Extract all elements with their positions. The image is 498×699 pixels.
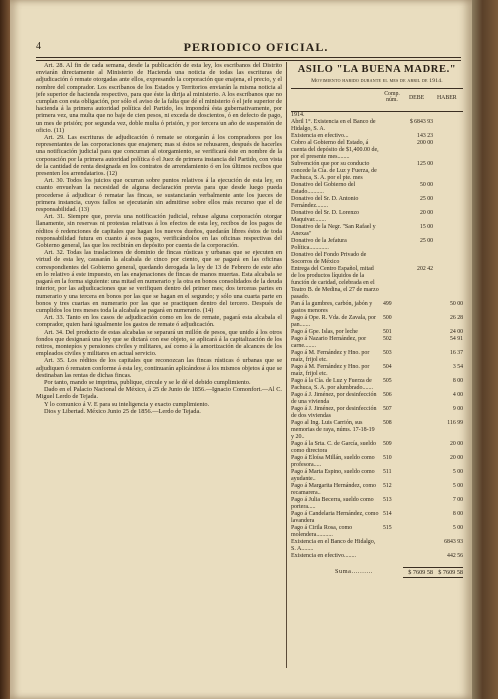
row-haber: 20 00 xyxy=(449,455,463,461)
row-haber: 24 00 xyxy=(449,329,463,335)
row-comp-number: 505 xyxy=(383,378,392,384)
account-table-header xyxy=(291,88,463,112)
book-page-edges xyxy=(472,0,498,699)
row-concept: Pago á Cirila Rosa, como molendera........... xyxy=(291,525,353,538)
table-row xyxy=(291,336,463,350)
row-concept: Pago á M. Fernández y Hno. por maíz, frijol etc. xyxy=(291,364,370,377)
table-row xyxy=(291,455,463,469)
closing-paragraph: Por tanto, mando se imprima, publique, circule y se le dé el debido cumplimiento. xyxy=(44,378,251,386)
table-row xyxy=(291,112,463,119)
table-row xyxy=(291,469,463,483)
row-concept: Pago á Nazario Hernández, por carne........ xyxy=(291,336,367,349)
row-debe: 202 42 xyxy=(417,266,433,272)
row-concept: Donativo del Gobierno del Estado........... xyxy=(291,182,356,195)
row-haber: 6843 93 xyxy=(444,539,463,545)
row-comp-number: 502 xyxy=(383,336,392,342)
signature-line: Dios y Libertad. México Junio 25 de 1856.—Lerdo de Tejada. xyxy=(44,407,201,415)
law-text-column xyxy=(36,62,282,674)
row-debe: $ 6843 93 xyxy=(409,119,433,125)
asilo-subtitle: Movimiento habido durante el mes de abril de 1914. xyxy=(311,78,443,84)
row-concept: Pago á M. Fernández y Hno. por maíz, frijol etc. xyxy=(291,350,370,363)
row-debe: 125 00 xyxy=(417,161,433,167)
row-comp-number: 499 xyxy=(383,301,392,307)
article-28: Art. 28. Al fin de cada semana, desde la publicación de esta ley, los escribanos del Distrito enviarán directamente al Ministerio de Hacienda una noticia de todas las escrituras de adjudicación ó remate otorgadas ante ellos, expresando la corporación que enajena, el precio, y el nombre del comprador. Los escribanos de los Estados y Territorios enviarán la misma noticia al jefe superior de hacienda respectivo, para que éste la dirija al ministerio. A los escribanos que no cumplan con esta obligación, por sólo el aviso de la falta que dé el ministerio ó el jefe superior de hacienda á la primera autoridad política del Partido, les impondrá ésta gubernativamente, por primera vez, una multa que no baje de cien pesos, ni exceda de doscientos, ó en defecto de pago, un mes de prisión; por segunda vez, doble multa ó prisión, y por tercera un año de suspensión de oficio. (11) xyxy=(36,62,282,134)
account-table-body xyxy=(291,112,463,560)
row-concept: Existencia en efectivo... xyxy=(291,133,349,139)
row-concept: Donativo de la Jefatura Política............. xyxy=(291,238,347,251)
table-row xyxy=(291,497,463,511)
row-comp-number: 500 xyxy=(383,315,392,321)
row-concept: Donativo del Fondo Privado de Socorros de México xyxy=(291,252,367,265)
row-comp-number: 512 xyxy=(383,483,392,489)
row-debe: 50 00 xyxy=(419,182,433,188)
row-comp-number: 510 xyxy=(383,455,392,461)
row-debe: 15 00 xyxy=(419,224,433,230)
row-haber: 16 37 xyxy=(449,350,463,356)
table-row xyxy=(291,420,463,441)
row-concept: Donativo de la Negr. "San Rafael y Anexas" xyxy=(291,224,376,237)
table-row xyxy=(291,252,463,266)
row-concept: Existencia en el Banco de Hidalgo, S. A........ xyxy=(291,539,376,552)
asilo-account-column xyxy=(291,62,463,674)
row-haber: 20 00 xyxy=(449,441,463,447)
col-haber-header: HABER xyxy=(437,95,457,101)
row-concept: Pago al Ing. Luis Carrión, sus memorias de raya, núms. 17-18-19 y 20.. xyxy=(291,420,375,440)
table-row xyxy=(291,133,463,140)
row-debe: 25 00 xyxy=(419,196,433,202)
table-row xyxy=(291,483,463,497)
row-haber: 50 00 xyxy=(449,301,463,307)
row-concept: Pago á Ope. R. Vda. de Zavala, por pan....... xyxy=(291,315,377,328)
total-debe: $ 7609 58 xyxy=(403,567,433,578)
article-35: Art. 35. Los réditos de los capitales que reconozcan las fincas rústicas ó urbanas que se adjudiquen ó rematen conforme á esta ley, continuarán aplicándose á los mismos objetos á que se destinaban las rentas de dichas fincas. xyxy=(36,357,282,379)
row-haber: 442 56 xyxy=(447,553,463,559)
article-31: Art. 31. Siempre que, previa una notificación judicial, rehuse alguna corporación otorgar llanamente, sin reservas ni protestas relativas á los efectos de esta ley, recibos de los pagos de réditos ó redenciones de capitales que hagan los nuevos dueños, quedarán libres éstos de toda responsabilidad futura en cuanto á esos pagos, verificándolos en las oficinas respectivas del Gobierno general, las que los recibirán en depósito por cuenta de la corporación. xyxy=(36,213,282,250)
row-concept: Pago á Eloísa Millán, sueldo como profesora..... xyxy=(291,455,375,468)
row-haber: 26 28 xyxy=(449,315,463,321)
table-row xyxy=(291,406,463,420)
row-comp-number: 501 xyxy=(383,329,392,335)
book-spine-left xyxy=(0,0,10,699)
row-debe: 200 00 xyxy=(417,140,433,146)
row-haber: 9 00 xyxy=(452,406,463,412)
communication-paragraph: Y lo comunico á V. E para su inteligencia y exacto cumplimiento. xyxy=(44,400,210,408)
asilo-title: ASILO "LA BUENA MADRE." xyxy=(297,64,457,75)
table-row xyxy=(291,525,463,539)
header-rule xyxy=(36,57,461,61)
row-concept: Pago á Candelaria Hernández, como lavandera xyxy=(291,511,379,524)
article-30: Art. 30. Todos los juicios que ocurran sobre puntos relativos á la ejecución de esta ley, en cuanto envuelvan la necesidad de alguna declaración previa para que desde luego pueda procederse á adjudicar ó rematar las fincas, se sustanciarán verbalmente ante los jueces de primera instancia, cuyos fallos se ejecutarán sin admitirse sobre ellos más recurso que el de responsabilidad. (13) xyxy=(36,177,282,214)
article-33: Art. 33. Tanto en los casos de adjudicación como en los de remate, pagará esta alcabala el comprador, quien hará igualmente los gastos de remate ó adjudicación. xyxy=(36,314,282,329)
row-haber: 3 54 xyxy=(452,364,463,370)
row-haber: 4 00 xyxy=(452,392,463,398)
row-comp-number: 506 xyxy=(383,392,392,398)
table-row xyxy=(291,553,463,560)
table-row xyxy=(291,539,463,553)
row-comp-number: 514 xyxy=(383,511,392,517)
article-32: Art. 32. Todas las traslaciones de dominio de fincas rústicas y urbanas que se ejecuten en virtud de esta ley, causarán la alcabala de cinco por ciento, que se pagará en las oficinas correspondientes del Gobierno general, quedando derogada la ley de 13 de Febrero de este año en lo relativo á este impuesto, en las enajenaciones de fincas de manos muertas. Esta alcabala se pagará en la forma siguiente: una mitad en numerario y la otra en bonos consolidados de la deuda interior, por las adjudicaciones que se verifiquen dentro del primer mes; dos terceras partes en numerario y una tercera en bonos por las que se hagan en el segundo; y sólo una cuarta parte en bonos y tres cuartas en numerario por las que se practiquen dentro del tercero. Después de cumplidos los tres meses toda la alcabala se pagará en numerario. (14) xyxy=(36,249,282,314)
row-comp-number: 509 xyxy=(383,441,392,447)
table-row xyxy=(291,182,463,196)
row-haber: 116 99 xyxy=(447,420,463,426)
row-comp-number: 511 xyxy=(383,469,392,475)
table-row xyxy=(291,378,463,392)
table-row xyxy=(291,441,463,455)
row-concept: Pago á Julia Becerra, sueldo como portera..... xyxy=(291,497,374,510)
row-concept: Donativo del Sr. D. Antonio Fernández........ xyxy=(291,196,359,209)
row-comp-number: 508 xyxy=(383,420,392,426)
table-row xyxy=(291,224,463,238)
row-comp-number: 515 xyxy=(383,525,392,531)
table-row xyxy=(291,329,463,336)
row-concept: Subvención que por su conducto concede la Cía. de Luz y Fuerza, de Pachuca, S. A. por el pte. mes xyxy=(291,161,377,181)
row-concept: Cobro al Gobierno del Estado, á cuenta del depósito de $1,400.00 de, por el presente mes........ xyxy=(291,140,379,160)
col-comp-header: Comp. núm. xyxy=(384,91,400,103)
table-row xyxy=(291,511,463,525)
table-row xyxy=(291,196,463,210)
table-row xyxy=(291,238,463,252)
row-comp-number: 503 xyxy=(383,350,392,356)
newspaper-title: PERIODICO OFICIAL. xyxy=(183,40,329,54)
row-concept: Abril 1°. Existencia en el Banco de Hidalgo, S. A. xyxy=(291,119,376,132)
row-concept: Pago á Marta Espino, sueldo como ayudante.. xyxy=(291,469,375,482)
table-row xyxy=(291,119,463,133)
article-29: Art. 29. Las escrituras de adjudicación ó remate se otorgarán á los compradores por los representantes de las corporaciones que enajenen; mas si éstos se rehusaren, después de hacerles una notificación judicial para que concurran al otorgamiento, se verificará éste en nombre de la corporación por la primera autoridad política ó el Juez de primera instancia del Partido, con vista de la cantidad de renta designada en los contratos de arrendamiento ó en los últimos recibos que presenten los arrendatarios. (12) xyxy=(36,134,282,178)
article-34: Art. 34. Del producto de estas alcabalas se separará un millón de pesos, que unido á los otros fondos que designará una ley que se dictará con ese objeto, se aplicará á la capitalización de los retiros, montepíos y pensiones civiles y militares, así como á la amortización de alcances de los empleados civiles y militares en actual servicio. xyxy=(36,328,282,358)
total-haber: $ 7609 58 xyxy=(433,567,463,578)
row-concept: Donativo del Sr. D. Lorenzo Maquivar........ xyxy=(291,210,359,223)
row-concept: Entrega del Centro Español, mitad de los productos líquidos de la función de caridad, celebrada en el Teatro B. de Medina, el 27 de marzo pasado. xyxy=(291,266,379,300)
row-debe: 143 23 xyxy=(417,133,433,139)
table-row xyxy=(291,161,463,182)
row-haber: 8 00 xyxy=(452,511,463,517)
row-concept: Pago á Gpe. Islas, por leche xyxy=(291,329,358,335)
table-row xyxy=(291,266,463,301)
row-haber: 5 00 xyxy=(452,525,463,531)
row-haber: 8 00 xyxy=(452,378,463,384)
table-row xyxy=(291,364,463,378)
row-comp-number: 507 xyxy=(383,406,392,412)
col-debe-header: DEBE xyxy=(409,95,425,101)
row-concept: Pago á Margarita Hernández, como recamarera.. xyxy=(291,483,377,496)
row-haber: 5 00 xyxy=(452,469,463,475)
row-concept: Existencia en efectivo........ xyxy=(291,553,356,559)
total-row xyxy=(291,566,463,578)
dated-paragraph: Dado en el Palacio Nacional de México, á 25 de Junio de 1856.—Ignacio Comonfort.—Al C. Miguel Lerdo de Tejada. xyxy=(36,386,282,401)
table-row xyxy=(291,210,463,224)
row-concept: Pago á J. Jiménez, por desinfección de dos viviendas xyxy=(291,406,377,419)
row-debe: 25 00 xyxy=(419,238,433,244)
row-debe: 20 00 xyxy=(419,210,433,216)
total-label: Suma.......... xyxy=(335,568,373,575)
column-divider xyxy=(286,62,287,668)
row-comp-number: 513 xyxy=(383,497,392,503)
row-concept: Pago á la Cía. de Luz y Fuerza de Pachuca, S. A. por alumbrado....... xyxy=(291,378,373,391)
row-concept: 1914. xyxy=(291,112,305,118)
table-row xyxy=(291,140,463,161)
row-concept: Pago á la Srta. C. de García, sueldo como directora xyxy=(291,441,376,454)
row-haber: 7 00 xyxy=(452,497,463,503)
row-haber: 54 91 xyxy=(449,336,463,342)
row-concept: Pago á J. Jiménez, por desinfección de una vivienda xyxy=(291,392,377,405)
table-row xyxy=(291,392,463,406)
row-haber: 5 00 xyxy=(452,483,463,489)
table-row xyxy=(291,315,463,329)
page-header xyxy=(36,40,461,56)
newspaper-page xyxy=(10,0,472,699)
table-row xyxy=(291,301,463,315)
row-comp-number: 504 xyxy=(383,364,392,370)
table-row xyxy=(291,350,463,364)
page-number: 4 xyxy=(36,41,41,52)
row-concept: Pan á la gumbres, carbón, jabón y gastos menores xyxy=(291,301,373,314)
